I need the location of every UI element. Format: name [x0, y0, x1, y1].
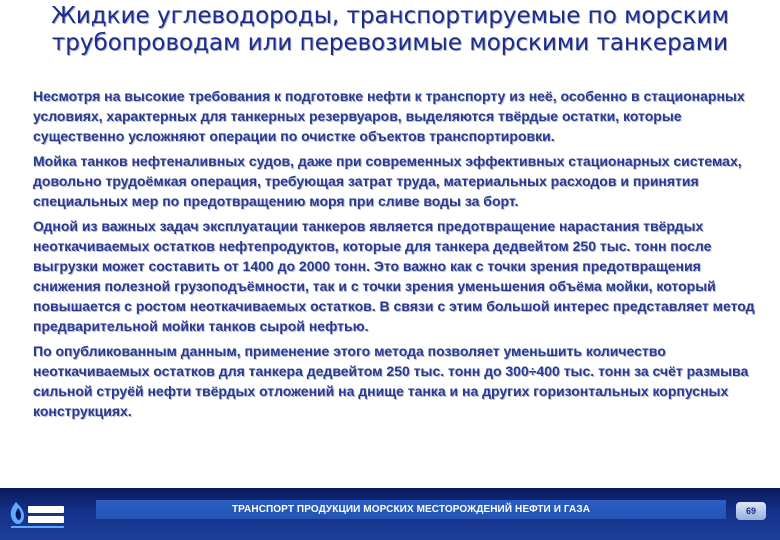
paragraph-1: Несмотря на высокие требования к подготовке нефти к транспорту из неё, особенно в стационарных условиях, характерных для танкерных резервуаров, выделяются твёрдые остатки, которые существенно усложняют операции по очистке объектов транспортировки.: [33, 88, 745, 144]
slide-footer: [0, 488, 780, 540]
gazprom-logo-icon: [6, 498, 68, 532]
footer-band: [96, 500, 726, 519]
slide-body: [33, 86, 759, 426]
page-number-badge: 69: [736, 502, 766, 520]
paragraph-2: Мойка танков нефтеналивных судов, даже при современных эффективных стационарных системах, довольно трудоёмкая операция, требующая затрат труда, материальных расходов и принятия специальных мер по предотвращению моря при сливе воды за борт.: [33, 153, 742, 209]
footer-title: ТРАНСПОРТ ПРОДУКЦИИ МОРСКИХ МЕСТОРОЖДЕНИЙ НЕФТИ И ГАЗА: [231, 504, 591, 515]
paragraph-4: По опубликованным данным, применение этого метода позволяет уменьшить количество неоткачиваемых остатков для танкера дедвейтом 250 тыс. тонн до 300÷400 тыс. тонн за счёт размыва сильной струёй нефти твёрдых отложений на днище танка и на других горизонтальных корпусных конструкциях.: [33, 343, 749, 419]
slide-title: Жидкие углеводороды, транспортируемые по морским трубопроводам или перевозимые морскими танкерами: [51, 3, 729, 56]
paragraph-3: Одной из важных задач эксплуатации танкеров является предотвращение нарастания твёрдых неоткачиваемых остатков нефтепродуктов, которые для танкера дедвейтом 250 тыс. тонн после выгрузки может составить от 1400 до 2000 тонн. Это важно как с точки зрения предотвращения снижения полезной грузоподъёмности, так и с точки зрения уменьшения объёма мойки, который повышается с ростом неоткачиваемых остатков. В связи с этим большой интерес представляет метод предварительной мойки танков сырой нефтью.: [33, 218, 755, 334]
